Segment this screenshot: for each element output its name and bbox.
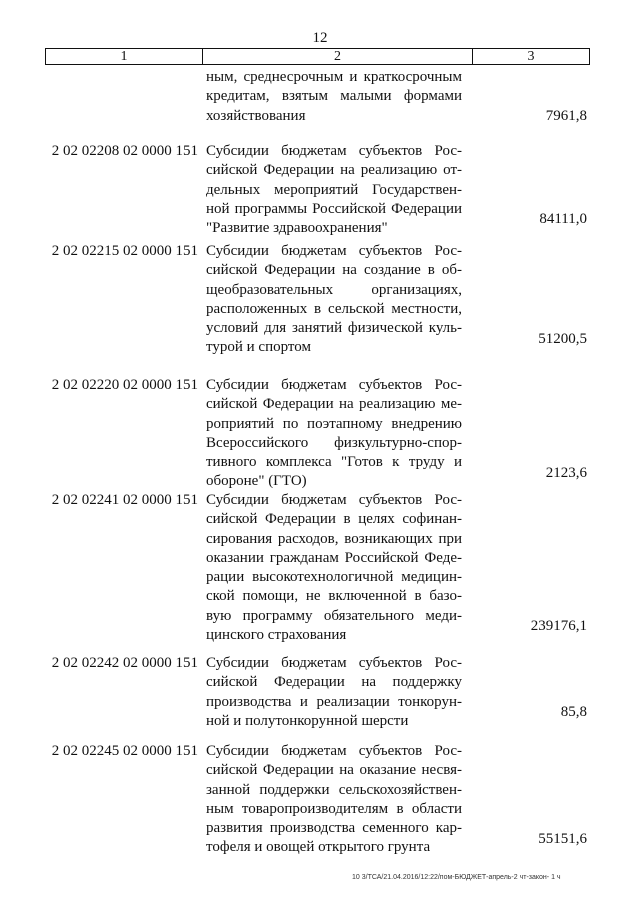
description-line: Всероссийского физкультурно-спор- <box>206 434 462 451</box>
description-line: Субсидии бюджетам субъектов Рос- <box>206 492 462 508</box>
column-header-2: 2 <box>203 49 473 64</box>
description-line: сийской Федерации на поддержку <box>206 674 462 691</box>
amount-value: 51200,5 <box>538 330 587 347</box>
budget-classification-code: 2 02 02245 02 0000 151 <box>51 743 198 759</box>
description-line: ной и полутонкорунной шерсти <box>206 712 409 729</box>
description-line: сийской Федерации на оказание несвя- <box>206 762 462 779</box>
document-footer: 10 3/ТСА/21.04.2016/12:22/пом-БЮДЖЕТ-апрель-2 чт-закон- 1 ч <box>352 874 561 881</box>
subsidy-description <box>206 242 462 358</box>
description-line: ской помощи, не включенной в базо- <box>206 588 462 605</box>
description-line: расположенных в сельской местности, <box>206 300 462 317</box>
description-line: условий для занятий физической куль- <box>206 320 462 337</box>
description-line: занной поддержки сельскохозяйствен- <box>206 781 462 798</box>
description-line: турой и спортом <box>206 339 311 356</box>
page-number: 12 <box>312 30 328 46</box>
description-line: рации высокотехнологичной медицин- <box>206 569 462 586</box>
description-line: тивного комплекса "Готов к труду и <box>206 454 462 471</box>
column-header-3: 3 <box>527 49 535 64</box>
description-line: дельных мероприятий Государствен- <box>206 181 462 198</box>
description-line: Субсидии бюджетам субъектов Рос- <box>206 377 462 393</box>
amount-value: 84111,0 <box>539 211 587 228</box>
description-line: ной программы Российской Федерации <box>206 200 462 217</box>
amount-value: 55151,6 <box>538 830 587 847</box>
description-line: щеобразовательных организациях, <box>206 281 462 298</box>
description-line: кредитам, взятым малыми формами <box>206 88 462 105</box>
description-line: сийской Федерации на реализацию ме- <box>206 396 462 413</box>
amount-value: 239176,1 <box>530 618 587 635</box>
description-line: "Развитие здравоохранения" <box>206 220 388 237</box>
description-line: развития производства семенного кар- <box>206 820 462 837</box>
description-line: тофеля и овощей открытого грунта <box>206 839 431 856</box>
subsidy-description <box>206 376 462 492</box>
description-line: сийской Федерации на создание в об- <box>206 262 462 279</box>
subsidy-description <box>206 68 462 126</box>
budget-classification-code: 2 02 02215 02 0000 151 <box>51 243 198 259</box>
amount-value: 2123,6 <box>545 464 587 481</box>
budget-classification-code: 2 02 02220 02 0000 151 <box>51 377 198 393</box>
description-line: сирования расходов, возникающих при <box>206 530 462 547</box>
amount-value: 7961,8 <box>545 107 587 124</box>
table-column-header <box>45 48 590 65</box>
description-line: оказании гражданам Российской Феде- <box>206 549 462 566</box>
description-line: Субсидии бюджетам субъектов Рос- <box>206 143 462 159</box>
budget-classification-code: 2 02 02242 02 0000 151 <box>51 655 198 671</box>
description-line: Субсидии бюджетам субъектов Рос- <box>206 655 462 671</box>
budget-classification-code: 2 02 02208 02 0000 151 <box>51 143 198 159</box>
description-line: ным товаропроизводителям в области <box>206 800 462 817</box>
description-line: роприятий по поэтапному внедрению <box>206 415 462 432</box>
subsidy-description <box>206 742 462 858</box>
description-line: ным, среднесрочным и краткосрочным <box>206 69 462 85</box>
description-line: сийской Федерации в целях софинан- <box>206 511 462 528</box>
amount-value: 85,8 <box>560 703 587 720</box>
column-header-1: 1 <box>46 49 203 64</box>
description-line: цинского страхования <box>206 627 347 644</box>
subsidy-description <box>206 654 462 731</box>
description-line: Субсидии бюджетам субъектов Рос- <box>206 243 462 259</box>
description-line: Субсидии бюджетам субъектов Рос- <box>206 743 462 759</box>
description-line: вую программу обязательного меди- <box>206 607 462 624</box>
description-line: сийской Федерации на реализацию от- <box>206 162 462 179</box>
description-line: обороне" (ГТО) <box>206 473 307 490</box>
budget-classification-code: 2 02 02241 02 0000 151 <box>51 492 198 508</box>
subsidy-description <box>206 142 462 238</box>
description-line: производства и реализации тонкорун- <box>206 693 462 710</box>
subsidy-description <box>206 491 462 645</box>
description-line: хозяйствования <box>206 107 306 124</box>
